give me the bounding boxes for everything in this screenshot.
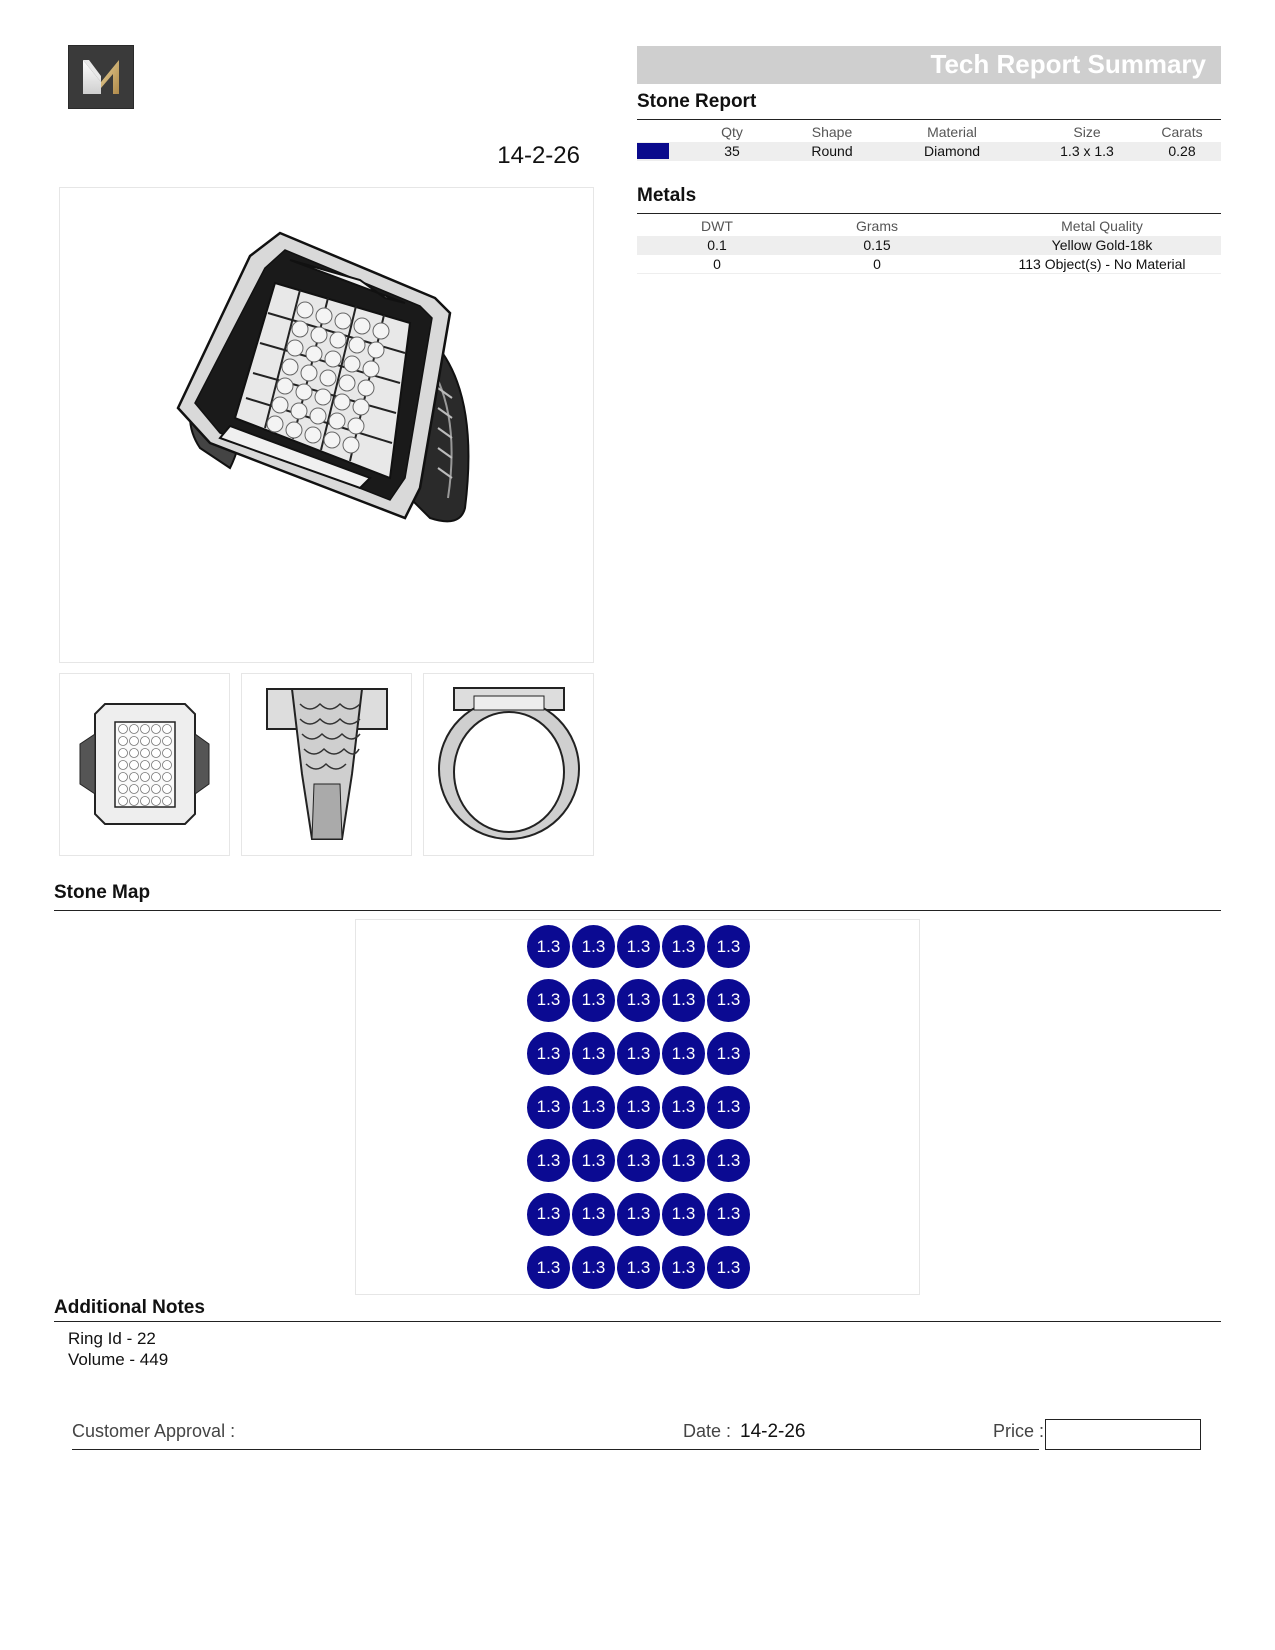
metal-grams: 0.15 — [863, 237, 891, 253]
note-ring-id: Ring Id - 22 — [68, 1329, 156, 1348]
stone-marker: 1.3 — [571, 1031, 616, 1076]
stone-qty: 35 — [724, 143, 740, 159]
stone-marker: 1.3 — [571, 1138, 616, 1183]
stone-marker: 1.3 — [616, 1085, 661, 1130]
stone-shape: Round — [811, 143, 853, 159]
stone-marker: 1.3 — [706, 978, 751, 1023]
stone-marker: 1.3 — [571, 978, 616, 1023]
stone-marker: 1.3 — [616, 1138, 661, 1183]
stone-map-grid — [355, 919, 920, 1295]
stone-marker: 1.3 — [571, 1085, 616, 1130]
metal-grams: 0 — [873, 256, 881, 272]
metal-quality: Yellow Gold-18k — [1051, 237, 1153, 253]
logo-m-mark — [69, 46, 133, 108]
note-volume: Volume - 449 — [68, 1350, 169, 1369]
customer-approval-label: Customer Approval : — [72, 1421, 236, 1441]
additional-notes-rule — [54, 1321, 1221, 1322]
stone-marker: 1.3 — [661, 924, 706, 969]
stone-marker: 1.3 — [706, 1085, 751, 1130]
stone-marker: 1.3 — [616, 924, 661, 969]
stone-marker: 1.3 — [526, 1031, 571, 1076]
ring-side-render — [242, 674, 411, 855]
stone-marker: 1.3 — [526, 1192, 571, 1237]
stone-map-title: Stone Map — [54, 882, 151, 903]
stone-marker: 1.3 — [706, 924, 751, 969]
stone-color-swatch — [637, 143, 669, 159]
metals-table — [637, 215, 1221, 275]
stone-marker: 1.3 — [526, 978, 571, 1023]
stone-marker: 1.3 — [616, 978, 661, 1023]
stone-marker: 1.3 — [706, 1031, 751, 1076]
metal-dwt: 0 — [713, 256, 721, 272]
date-label: Date : — [683, 1421, 732, 1441]
report-title-banner — [637, 46, 1221, 84]
col-header-shape: Shape — [811, 124, 853, 140]
col-header-qty: Qty — [721, 124, 743, 140]
ring-front-render — [424, 674, 593, 855]
stone-marker: 1.3 — [661, 1085, 706, 1130]
stone-marker: 1.3 — [706, 1245, 751, 1290]
ring-top-render — [60, 674, 229, 855]
stone-marker: 1.3 — [526, 1138, 571, 1183]
stone-map-rule — [54, 910, 1221, 911]
ring-front-view — [423, 673, 594, 856]
price-label: Price : — [993, 1421, 1045, 1441]
metal-dwt: 0.1 — [707, 237, 727, 253]
approval-signature-line — [72, 1449, 1039, 1450]
stone-marker: 1.3 — [616, 1192, 661, 1237]
ring-side-view — [241, 673, 412, 856]
metal-quality: 113 Object(s) - No Material — [1018, 256, 1186, 272]
report-title: Tech Report Summary — [930, 49, 1206, 79]
stone-report-rule — [637, 119, 1221, 120]
main-ring-view — [59, 187, 594, 663]
stone-marker: 1.3 — [661, 978, 706, 1023]
report-date: 14-2-26 — [497, 142, 580, 169]
table-row — [637, 236, 1221, 255]
table-row — [637, 255, 1221, 274]
stone-material: Diamond — [923, 143, 981, 159]
metals-title: Metals — [637, 185, 697, 206]
stone-marker: 1.3 — [706, 1138, 751, 1183]
stone-marker: 1.3 — [661, 1138, 706, 1183]
stone-marker: 1.3 — [661, 1192, 706, 1237]
table-row — [637, 142, 1221, 161]
stone-report-table — [637, 121, 1221, 161]
stone-marker: 1.3 — [526, 1085, 571, 1130]
stone-carats: 0.28 — [1168, 143, 1196, 159]
stone-marker: 1.3 — [706, 1192, 751, 1237]
col-header-grams: Grams — [856, 218, 898, 234]
stone-marker: 1.3 — [571, 924, 616, 969]
stone-marker: 1.3 — [526, 1245, 571, 1290]
stone-marker: 1.3 — [526, 924, 571, 969]
stone-marker: 1.3 — [616, 1031, 661, 1076]
approval-date-value: 14-2-26 — [740, 1421, 806, 1442]
stone-marker: 1.3 — [661, 1245, 706, 1290]
col-header-metal-quality: Metal Quality — [1061, 218, 1143, 234]
stone-marker: 1.3 — [661, 1031, 706, 1076]
col-header-carats: Carats — [1161, 124, 1203, 140]
stone-marker: 1.3 — [571, 1192, 616, 1237]
col-header-dwt: DWT — [701, 218, 733, 234]
stone-size: 1.3 x 1.3 — [1060, 143, 1114, 159]
ring-perspective-render — [60, 188, 593, 662]
stone-marker: 1.3 — [571, 1245, 616, 1290]
stone-marker: 1.3 — [616, 1245, 661, 1290]
price-field[interactable] — [1045, 1419, 1201, 1450]
metals-rule — [637, 213, 1221, 214]
company-logo — [68, 45, 134, 109]
additional-notes-title: Additional Notes — [54, 1297, 205, 1318]
col-header-material: Material — [927, 124, 977, 140]
ring-top-view — [59, 673, 230, 856]
stone-report-title: Stone Report — [637, 91, 757, 112]
col-header-size: Size — [1073, 124, 1101, 140]
